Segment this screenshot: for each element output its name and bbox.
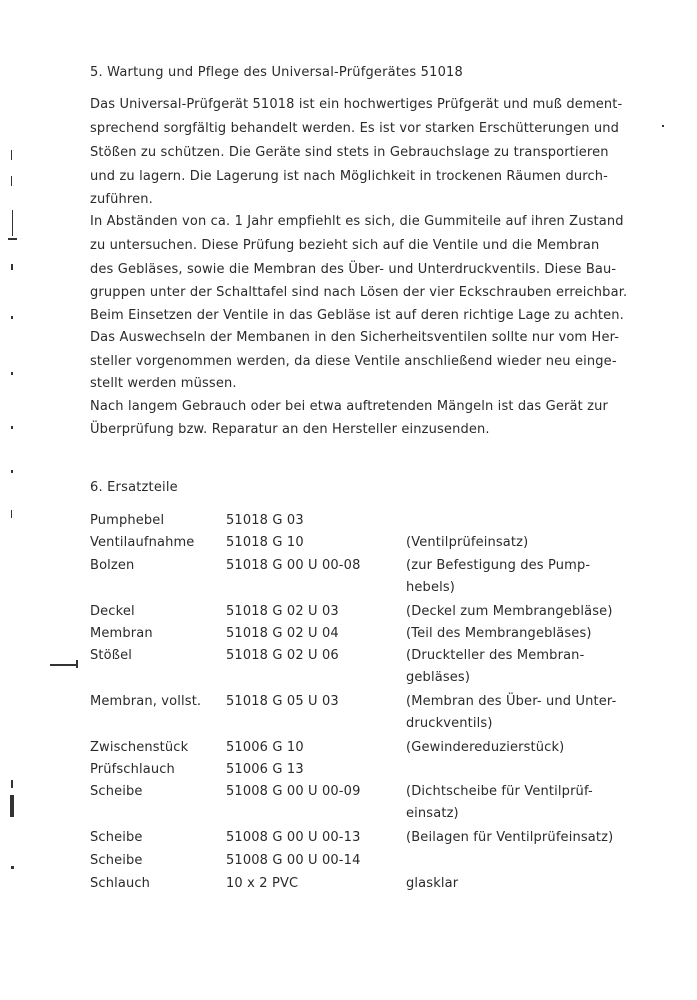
body-line: stellt werden müssen.	[90, 376, 237, 391]
scan-mark	[11, 510, 12, 518]
part-name: Scheibe	[90, 784, 143, 799]
scan-mark	[12, 210, 13, 236]
part-description: (Beilagen für Ventilprüfeinsatz)	[406, 830, 614, 845]
part-name: Pumphebel	[90, 513, 165, 528]
part-code: 51006 G 10	[226, 740, 304, 755]
part-description: (Druckteller des Membran-	[406, 648, 585, 663]
part-code: 51018 G 02 U 06	[226, 648, 339, 663]
part-description: (Gewindereduzierstück)	[406, 740, 565, 755]
part-description: hebels)	[406, 580, 455, 595]
part-description: (Deckel zum Membrangebläse)	[406, 604, 613, 619]
scan-mark	[11, 470, 13, 473]
part-name: Stößel	[90, 648, 133, 663]
scan-mark	[662, 125, 664, 127]
body-line: Nach langem Gebrauch oder bei etwa auftretenden Mängeln ist das Gerät zur	[90, 399, 608, 414]
part-code: 51008 G 00 U 00-13	[226, 830, 361, 845]
part-description: gebläses)	[406, 670, 471, 685]
part-code: 51008 G 00 U 00-09	[226, 784, 361, 799]
part-code: 10 x 2 PVC	[226, 876, 299, 891]
part-description: (zur Befestigung des Pump-	[406, 558, 591, 573]
part-code: 51008 G 00 U 00-14	[226, 853, 361, 868]
part-name: Prüfschlauch	[90, 762, 175, 777]
part-code: 51018 G 02 U 03	[226, 604, 339, 619]
scan-mark	[76, 660, 78, 668]
section-5-heading: 5. Wartung und Pflege des Universal-Prüfgerätes 51018	[90, 65, 463, 80]
body-line: Stößen zu schützen. Die Geräte sind stets in Gebrauchslage zu transportieren	[90, 145, 609, 160]
part-name: Deckel	[90, 604, 135, 619]
body-line: Beim Einsetzen der Ventile in das Gebläse ist auf deren richtige Lage zu achten.	[90, 308, 624, 323]
scan-mark	[11, 316, 13, 319]
body-line: zu untersuchen. Diese Prüfung bezieht sich auf die Ventile und die Membran	[90, 238, 600, 253]
part-code: 51018 G 02 U 04	[226, 626, 339, 641]
part-code: 51018 G 05 U 03	[226, 694, 339, 709]
part-description: (Membran des Über- und Unter-	[406, 694, 617, 709]
scan-mark	[11, 264, 13, 270]
part-code: 51018 G 03	[226, 513, 304, 528]
scan-mark	[11, 426, 13, 429]
body-line: und zu lagern. Die Lagerung ist nach Möglichkeit in trockenen Räumen durch-	[90, 169, 608, 184]
part-name: Scheibe	[90, 830, 143, 845]
body-line: Überprüfung bzw. Reparatur an den Hersteller einzusenden.	[90, 422, 490, 437]
part-name: Ventilaufnahme	[90, 535, 195, 550]
part-description: druckventils)	[406, 716, 493, 731]
body-line: zuführen.	[90, 192, 153, 207]
part-name: Membran, vollst.	[90, 694, 202, 709]
body-line: des Gebläses, sowie die Membran des Über- und Unterdruckventils. Diese Bau-	[90, 262, 617, 277]
body-line: Das Universal-Prüfgerät 51018 ist ein hochwertiges Prüfgerät und muß dement-	[90, 97, 623, 112]
part-name: Zwischenstück	[90, 740, 189, 755]
part-name: Schlauch	[90, 876, 151, 891]
part-code: 51018 G 10	[226, 535, 304, 550]
part-code: 51006 G 13	[226, 762, 304, 777]
body-line: Das Auswechseln der Membanen in den Sicherheitsventilen sollte nur vom Her-	[90, 330, 620, 345]
scan-mark	[11, 150, 12, 160]
part-description: einsatz)	[406, 806, 459, 821]
body-line: In Abständen von ca. 1 Jahr empfiehlt es sich, die Gummiteile auf ihren Zustand	[90, 214, 624, 229]
scan-mark	[8, 238, 17, 240]
part-description: (Dichtscheibe für Ventilprüf-	[406, 784, 593, 799]
part-code: 51018 G 00 U 00-08	[226, 558, 361, 573]
body-line: sprechend sorgfältig behandelt werden. Es ist vor starken Erschütterungen und	[90, 121, 620, 136]
part-description: (Teil des Membrangebläses)	[406, 626, 592, 641]
section-6-heading: 6. Ersatzteile	[90, 480, 178, 495]
body-line: steller vorgenommen werden, da diese Ventile anschließend wieder neu einge-	[90, 354, 617, 369]
part-name: Bolzen	[90, 558, 135, 573]
part-name: Scheibe	[90, 853, 143, 868]
scan-mark	[11, 866, 14, 869]
part-name: Membran	[90, 626, 153, 641]
part-description: glasklar	[406, 876, 459, 891]
scan-mark	[11, 176, 12, 186]
scan-mark	[11, 780, 13, 788]
scan-mark	[11, 372, 13, 375]
part-description: (Ventilprüfeinsatz)	[406, 535, 529, 550]
body-line: gruppen unter der Schalttafel sind nach Lösen der vier Eckschrauben erreichbar.	[90, 285, 628, 300]
scan-mark	[10, 795, 14, 817]
scan-mark	[50, 664, 78, 666]
